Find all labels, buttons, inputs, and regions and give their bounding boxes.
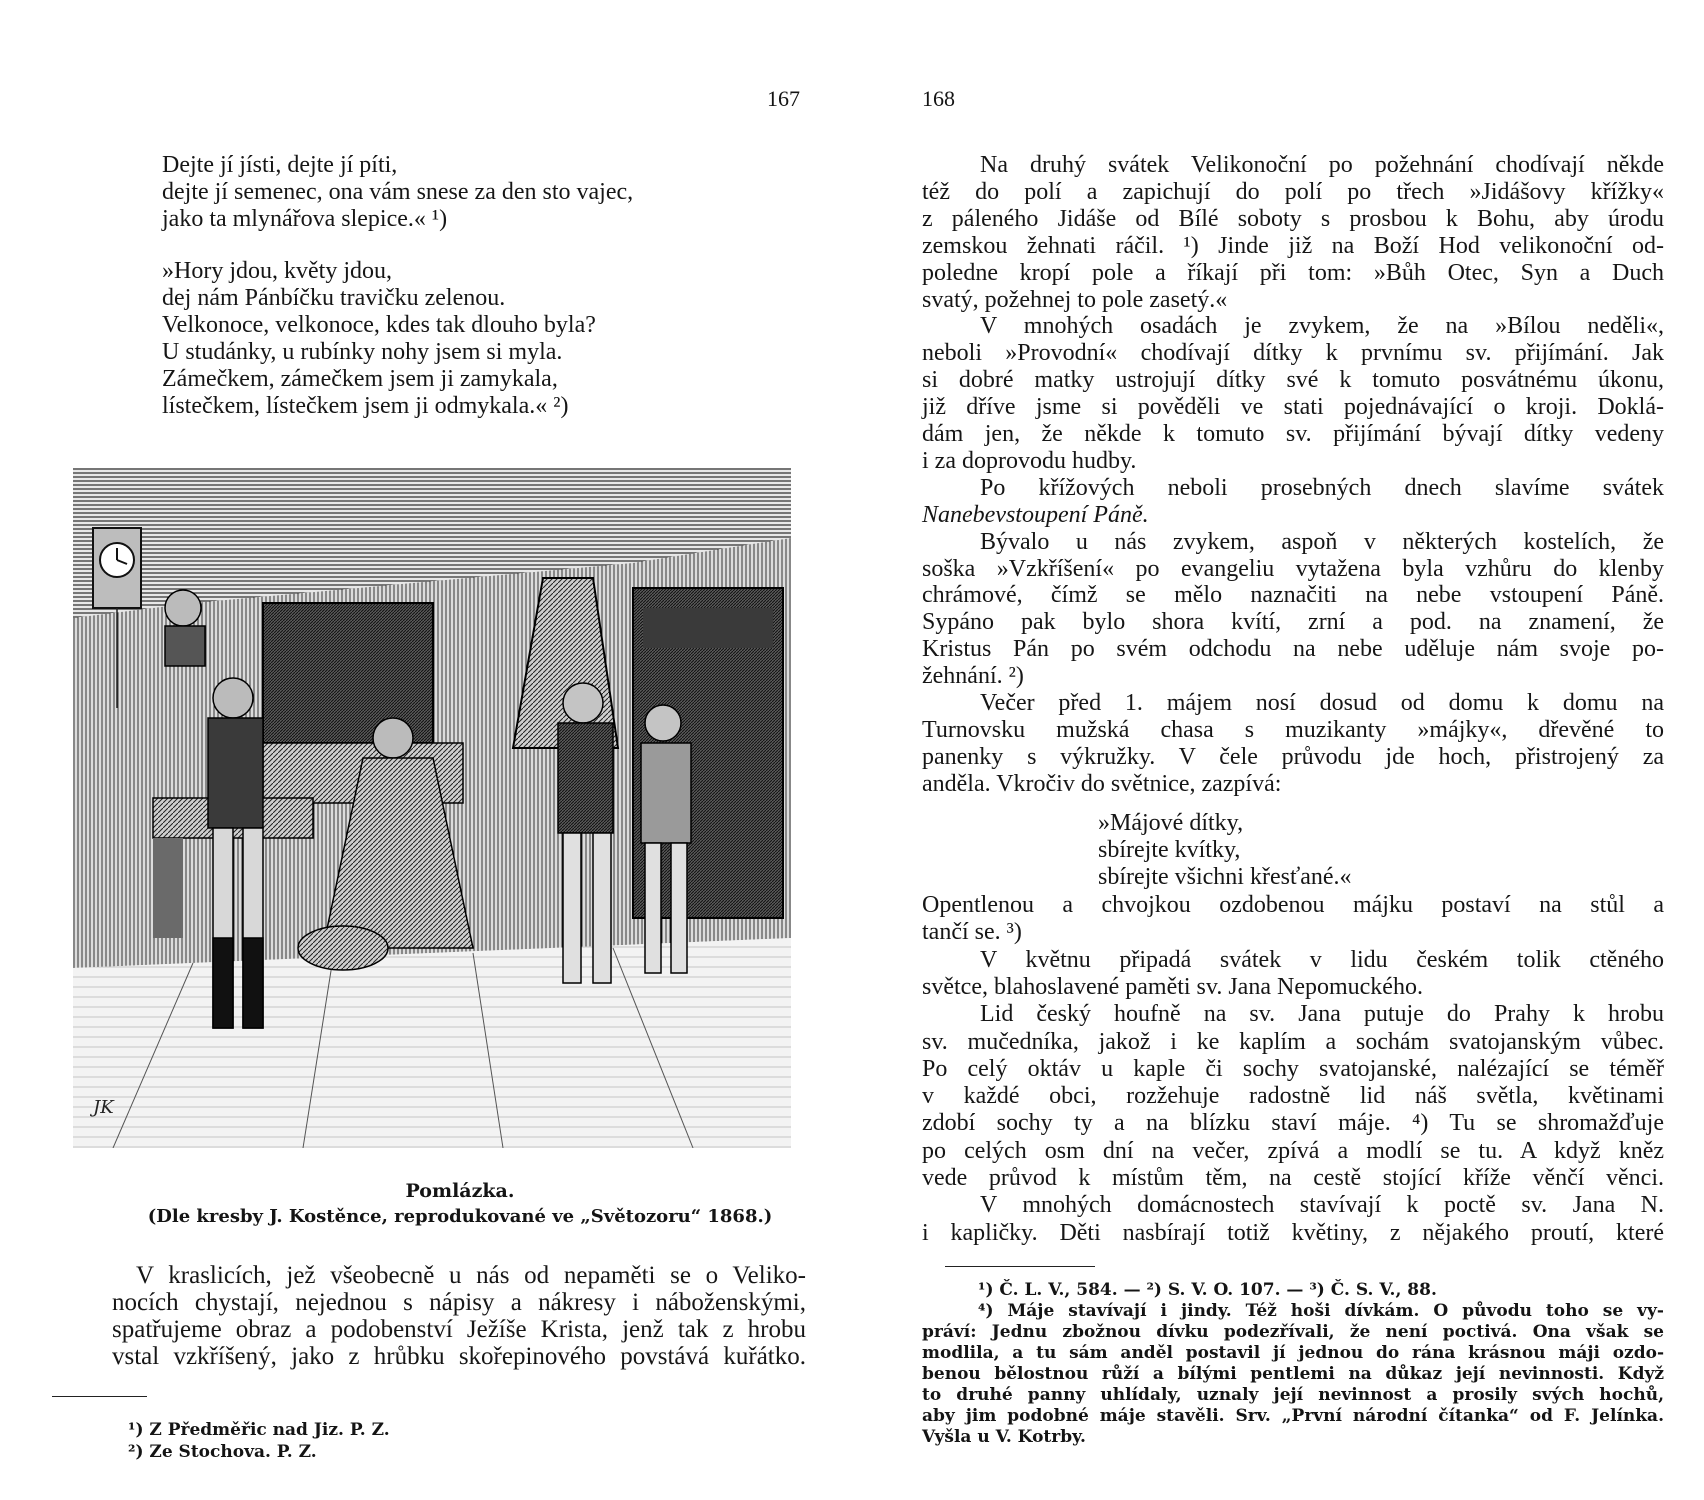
body-line: z páleného Jidáše od Bílé soboty s prosbou k Bohu, aby úrodu (922, 205, 1664, 232)
poem-line: lístečkem, lístečkem jsem ji odmykala.« ²) (162, 393, 569, 419)
paragraph-line: nocích chystají, nejednou s nápisy a nákresy i náboženskými, (112, 1289, 806, 1316)
paragraph-line: vstal vzkříšený, jako z hrůbku skořepinového povstává kuřátko. (112, 1343, 806, 1370)
poem-line: dej nám Pánbíčku travičku zelenou. (162, 285, 506, 311)
poem-line: »Hory jdou, květy jdou, (162, 258, 392, 284)
illustration-signature: JK (93, 1097, 114, 1118)
footnote: ¹) Z Předměřic nad Jiz. P. Z. (128, 1420, 390, 1440)
footnote: ²) Ze Stochova. P. Z. (128, 1442, 317, 1462)
body-line: svatý, požehnej to pole zasetý.« (922, 286, 1228, 313)
footnote: to druhé panny uhlídaly, uznaly její nevinnost a prosily svých hochů, (922, 1385, 1664, 1405)
body-line: Na druhý svátek Velikonoční po požehnání chodívají někde (980, 152, 1664, 178)
body-line: V květnu připadá svátek v lidu českém tolik ctěného (980, 946, 1664, 973)
poem-line: U studánky, u rubínky nohy jsem si myla. (162, 339, 563, 365)
poem-line: jako ta mlynářova slepice.« ¹) (162, 206, 448, 232)
poem-line: Velkonoce, velkonoce, kdes tak dlouho byla? (162, 312, 596, 338)
body-line: Kristus Pán po svém odchodu na nebe uděluje nám svoje po- (922, 636, 1664, 663)
body-line: neboli »Provodní« chodívají dítky k prvnímu sv. přijímání. Jak (922, 340, 1664, 367)
body-line: Nanebevstoupení Páně. (922, 501, 1149, 528)
poem-line: Zámečkem, zámečkem jsem ji zamykala, (162, 366, 558, 392)
paragraph-line: V kraslicích, jež všeobecně u nás od nepaměti se o Veliko- (136, 1262, 806, 1289)
footnote: modlila, a tu sám anděl postavil jí jednou do rána krásnou máji ozdo- (922, 1343, 1664, 1363)
pomlazka-engraving (73, 468, 791, 1148)
body-line: chrámové, čímž se mělo naznačiti na nebe vstoupení Páně. (922, 582, 1664, 609)
body-line: v každé obci, rozžehuje radostně lid náš světla, květinami (922, 1083, 1664, 1110)
body-line: Lid český houfně na sv. Jana putuje do Prahy k hrobu (980, 1001, 1664, 1028)
body-line: soška »Vzkříšení« po evangeliu vytažena byla vzhůru do klenby (922, 555, 1664, 582)
body-line: po celých osm dní na večer, zpívá a modlí se tu. A když kněz (922, 1137, 1664, 1164)
body-line: poledne kropí pole a říkají při tom: »Bůh Otec, Syn a Duch (922, 259, 1664, 286)
body-line: tančí se. ³) (922, 919, 1022, 946)
poem-line: Dejte jí jísti, dejte jí píti, (162, 152, 398, 178)
song-line: sbírejte kvítky, (1098, 837, 1241, 863)
paragraph-line: spatřujeme obraz a podobenství Ježíše Krista, jenž tak z hrobu (112, 1316, 806, 1343)
body-line: zdobí sochy ty a na blízku staví máje. ⁴) Tu se shromažďuje (922, 1110, 1664, 1137)
song-line: »Májové dítky, (1098, 810, 1244, 836)
body-line: V mnohých domácnostech stavívají k poctě sv. Jana N. (980, 1192, 1664, 1219)
body-line: si dobré matky ustrojují dítky své k tomuto posvátnému úkonu, (922, 367, 1664, 394)
body-line: již dříve jsme si pověděli ve stati pojednávající o kroji. Doklá- (922, 394, 1664, 421)
body-line: i za doprovodu hudby. (922, 447, 1137, 474)
left-page-number: 167 (767, 86, 800, 111)
footnote: ¹) Č. L. V., 584. — ²) S. V. O. 107. — ³) Č. S. V., 88. (978, 1280, 1437, 1300)
body-line: Bývalo u nás zvykem, aspoň v některých kostelích, že (980, 528, 1664, 555)
body-line: Večer před 1. májem nosí dosud od domu k domu na (980, 690, 1664, 716)
body-line: Turnovsku mužská chasa s muzikanty »májky«, dřevěné to (922, 716, 1664, 743)
body-line: Po křížových neboli prosebných dnech slavíme svátek (980, 474, 1664, 501)
footnote: aby jim podobné máje stavěli. Srv. „První národní čítanka“ od F. Jelínka. (922, 1406, 1664, 1426)
body-line: též do polí a zapichují do polí po třech »Jidášovy křížky« (922, 178, 1664, 205)
body-line: anděla. Vkročiv do světnice, zazpívá: (922, 770, 1282, 797)
body-line: zemskou žehnati ráčil. ¹) Jinde již na Boží Hod velikonoční od- (922, 232, 1664, 259)
body-line: dám jen, že někde k tomuto sv. přijímání bývají dítky vedeny (922, 421, 1664, 447)
footnote-rule (945, 1266, 1095, 1267)
footnote: ⁴) Máje stavívají i jindy. Též hoši dívkám. O původu toho se vy- (978, 1301, 1664, 1321)
right-page-number: 168 (922, 86, 955, 111)
body-line: Sypáno pak bylo shora kvítí, zrní a pod. na znamení, že (922, 609, 1664, 636)
footnote: práví: Jednu zbožnou dívku podezřívali, že není poctivá. Ona však se (922, 1322, 1664, 1342)
footnote-rule (52, 1396, 147, 1397)
body-line: panenky s výkružky. V čele průvodu jde hoch, přistrojený za (922, 743, 1664, 770)
body-line: žehnání. ²) (922, 663, 1024, 690)
footnote: benou bělostnou růží a bílými pentlemi na důkaz její nevinnosti. Když (922, 1364, 1664, 1384)
body-line: sv. mučedníka, jakož i ke kaplím a sochám svatojanským vůbec. (922, 1028, 1664, 1055)
caption-source: (Dle kresby J. Kostěnce, reprodukované ve „Světozoru“ 1868.) (147, 1206, 773, 1227)
footnote: Vyšla u V. Kotrby. (922, 1427, 1086, 1447)
body-line: Opentlenou a chvojkou ozdobenou májku postaví na stůl a (922, 892, 1664, 918)
body-line: vede průvod k místům těm, na cestě stojící kříže věnčí věnci. (922, 1165, 1664, 1191)
poem-line: dejte jí semenec, ona vám snese za den sto vajec, (162, 179, 634, 205)
body-line: V mnohých osadách je zvykem, že na »Bílou neděli«, (980, 313, 1664, 340)
body-line: Po celý oktáv u kaple či sochy svatojanské, nalézající se téměř (922, 1055, 1664, 1082)
caption-title: Pomlázka. (405, 1180, 515, 1202)
body-line: světce, blahoslavené paměti sv. Jana Nepomuckého. (922, 973, 1423, 1000)
body-line: i kapličky. Děti nasbírají totiž květiny, z nějakého proutí, které (922, 1219, 1664, 1246)
song-line: sbírejte všichni křesťané.« (1098, 864, 1352, 890)
